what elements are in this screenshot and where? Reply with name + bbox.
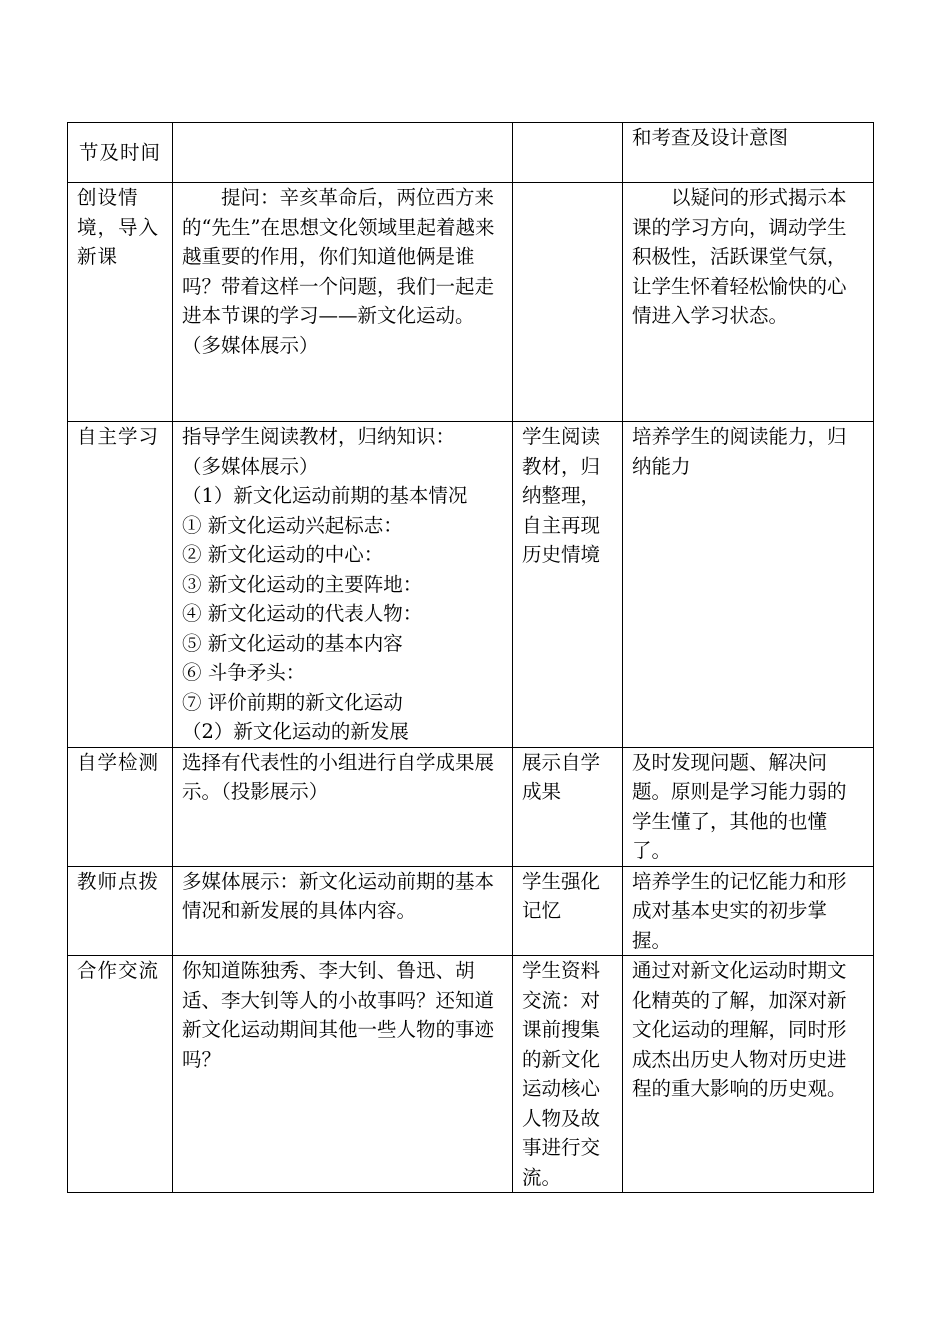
teacher-activity-line: ④ 新文化运动的代表人物： — [182, 602, 423, 625]
student-activity-cell — [513, 956, 623, 1193]
teacher-activity-line: （2）新文化运动的新发展 — [182, 720, 409, 743]
teacher-activity-cell — [173, 422, 513, 748]
student-activity-text: 学生阅读教材，归纳整理，自主再现历史情境 — [522, 425, 601, 566]
student-activity-cell — [513, 866, 623, 956]
design-intent-cell — [623, 956, 874, 1193]
table-row-header — [68, 123, 874, 183]
stage-label: 自学检测 — [77, 750, 160, 774]
stage-cell — [68, 123, 173, 183]
stage-label: 教师点拨 — [77, 869, 160, 893]
table-row-self-study — [68, 422, 874, 748]
student-activity-cell — [513, 747, 623, 866]
design-intent-text: 培养学生的阅读能力，归纳能力 — [632, 425, 847, 478]
design-intent-text: 及时发现问题、解决问题。原则是学习能力弱的学生懂了，其他的也懂了。 — [632, 750, 847, 862]
stage-cell — [68, 747, 173, 866]
table-row-cooperation — [68, 956, 874, 1193]
stage-cell — [68, 422, 173, 748]
stage-label: 自主学习 — [77, 425, 160, 448]
student-activity-cell — [513, 123, 623, 183]
student-activity-text: 学生资料交流：对课前搜集的新文化运动核心人物及故事进行交流。 — [522, 959, 601, 1189]
teacher-activity-cell — [173, 956, 513, 1193]
teacher-activity-cell — [173, 866, 513, 956]
design-intent-text: 培养学生的记忆能力和形成对基本史实的初步掌握。 — [632, 869, 847, 952]
student-activity-cell — [513, 422, 623, 748]
design-intent-text: 和考查及设计意图 — [632, 126, 789, 149]
design-intent-cell — [623, 866, 874, 956]
teacher-activity-cell — [173, 183, 513, 422]
teacher-activity-line: ⑥ 斗争矛头： — [182, 661, 306, 684]
design-intent-cell — [623, 747, 874, 866]
stage-label: 创设情境，导入新课 — [77, 186, 160, 268]
design-intent-text: 以疑问的形式揭示本课的学习方向，调动学生积极性，活跃课堂气氛，让学生怀着轻松愉快的心情进入学习状态。 — [632, 186, 847, 327]
stage-label: 合作交流 — [77, 959, 160, 982]
stage-cell — [68, 956, 173, 1193]
stage-label: 节及时间 — [78, 141, 161, 164]
design-intent-cell — [623, 422, 874, 748]
student-activity-cell — [513, 183, 623, 422]
student-activity-text: 学生强化记忆 — [522, 869, 601, 922]
stage-cell — [68, 183, 173, 422]
teacher-activity-cell — [173, 123, 513, 183]
teacher-activity-line: ② 新文化运动的中心： — [182, 543, 384, 566]
design-intent-cell — [623, 123, 874, 183]
lesson-plan-table — [67, 122, 874, 1193]
teacher-activity-line: 指导学生阅读教材，归纳知识： — [182, 425, 456, 448]
design-intent-cell — [623, 183, 874, 422]
table-row-intro — [68, 183, 874, 422]
teacher-activity-line: ③ 新文化运动的主要阵地： — [182, 572, 423, 596]
student-activity-text: 展示自学成果 — [522, 750, 601, 803]
teacher-activity-text: 你知道陈独秀、李大钊、鲁迅、胡适、李大钊等人的小故事吗？还知道新文化运动期间其他一些人物的事迹吗？ — [182, 959, 495, 1071]
table-row-self-check — [68, 747, 874, 866]
teacher-activity-text: 提问：辛亥革命后，两位西方来的“先生”在思想文化领域里起着越来越重要的作用，你们知道他俩是谁吗？带着这样一个问题，我们一起走进本节课的学习——新文化运动。（多媒体展示） — [182, 186, 495, 357]
teacher-activity-line: （1）新文化运动前期的基本情况 — [182, 484, 468, 507]
teacher-activity-line: ① 新文化运动兴起标志： — [182, 513, 403, 537]
table-row-teacher-guidance — [68, 866, 874, 956]
teacher-activity-text: 多媒体展示：新文化运动前期的基本情况和新发展的具体内容。 — [182, 869, 495, 922]
stage-cell — [68, 866, 173, 956]
teacher-activity-text: 选择有代表性的小组进行自学成果展示。（投影展示） — [182, 750, 495, 803]
teacher-activity-line: ⑤ 新文化运动的基本内容 — [182, 631, 403, 655]
teacher-activity-line: ⑦ 评价前期的新文化运动 — [182, 690, 403, 714]
teacher-activity-line: （多媒体展示） — [182, 454, 319, 478]
design-intent-text: 通过对新文化运动时期文化精英的了解，加深对新文化运动的理解，同时形成杰出历史人物对历史进程的重大影响的历史观。 — [632, 959, 847, 1100]
teacher-activity-cell — [173, 747, 513, 866]
